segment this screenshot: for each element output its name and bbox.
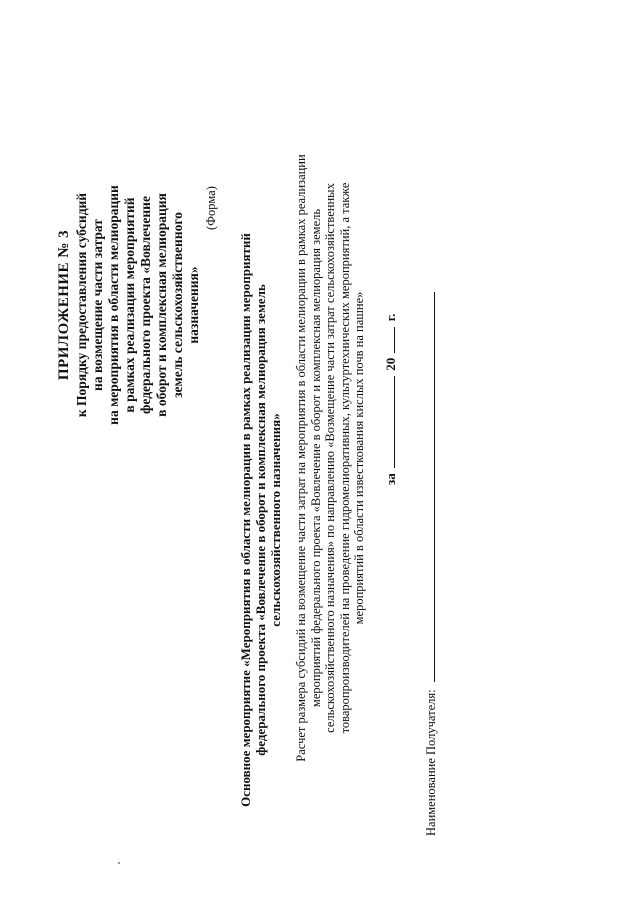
calculation-line: мероприятий федерального проекта «Вовлечение в оборот и комплексная мелиорация земель: [308, 208, 323, 708]
appendix-line: на мероприятия в области мелиорации: [106, 185, 121, 425]
appendix-title: ПРИЛОЖЕНИЕ № 3: [56, 229, 72, 381]
recipient-row: [422, 292, 439, 836]
calculation-line: товаропроизводителей на проведение гидромелиоративных, культуртехнических мероприятий, а также: [337, 182, 352, 734]
main-heading-line: Основное мероприятие «Мероприятия в области мелиорации в рамках реализации мероприятий: [238, 233, 253, 807]
period-suffix: г.: [383, 313, 398, 322]
calculation-line: Расчет размера субсидий на возмещение части затрат на мероприятия в области мелиорации в рамках реализации: [294, 154, 308, 762]
appendix-line: в рамках реализации мероприятий: [122, 197, 137, 413]
appendix-line: федерального проекта «Вовлечение: [138, 196, 153, 414]
calculation-title: [294, 78, 367, 838]
appendix-line: в оборот и комплексная мелиорация: [154, 193, 169, 417]
period-year-prefix: 20: [383, 357, 398, 371]
period-blank-field[interactable]: [382, 376, 395, 468]
recipient-name-field[interactable]: [422, 292, 435, 682]
rotated-content: [56, 30, 616, 870]
appendix-line: к Порядку предоставления субсидий: [74, 192, 89, 418]
appendix-block: [56, 140, 202, 470]
year-blank-field[interactable]: [382, 327, 395, 353]
appendix-line: на возмещение части затрат: [90, 219, 105, 391]
recipient-label: Наименование Получателя:: [424, 689, 438, 836]
period-line: [382, 314, 399, 485]
form-label: (Форма): [204, 186, 218, 230]
main-heading-line: сельскохозяйственного назначения»: [268, 413, 283, 627]
calculation-line: сельскохозяйственного назначения» по направлению «Возмещение части затрат сельскохозяйственных: [323, 183, 337, 733]
period-prefix: за: [383, 473, 398, 485]
calculation-line: мероприятий в области известкования кислых почв на пашне»: [352, 291, 366, 625]
appendix-line: назначения»: [186, 266, 201, 344]
scan-speck: [118, 862, 120, 864]
main-heading: [238, 230, 283, 810]
main-heading-line: федерального проекта «Вовлечение в оборот и комплексная мелиорация земель: [253, 284, 268, 756]
appendix-line: земель сельскохозяйственного: [170, 212, 185, 398]
